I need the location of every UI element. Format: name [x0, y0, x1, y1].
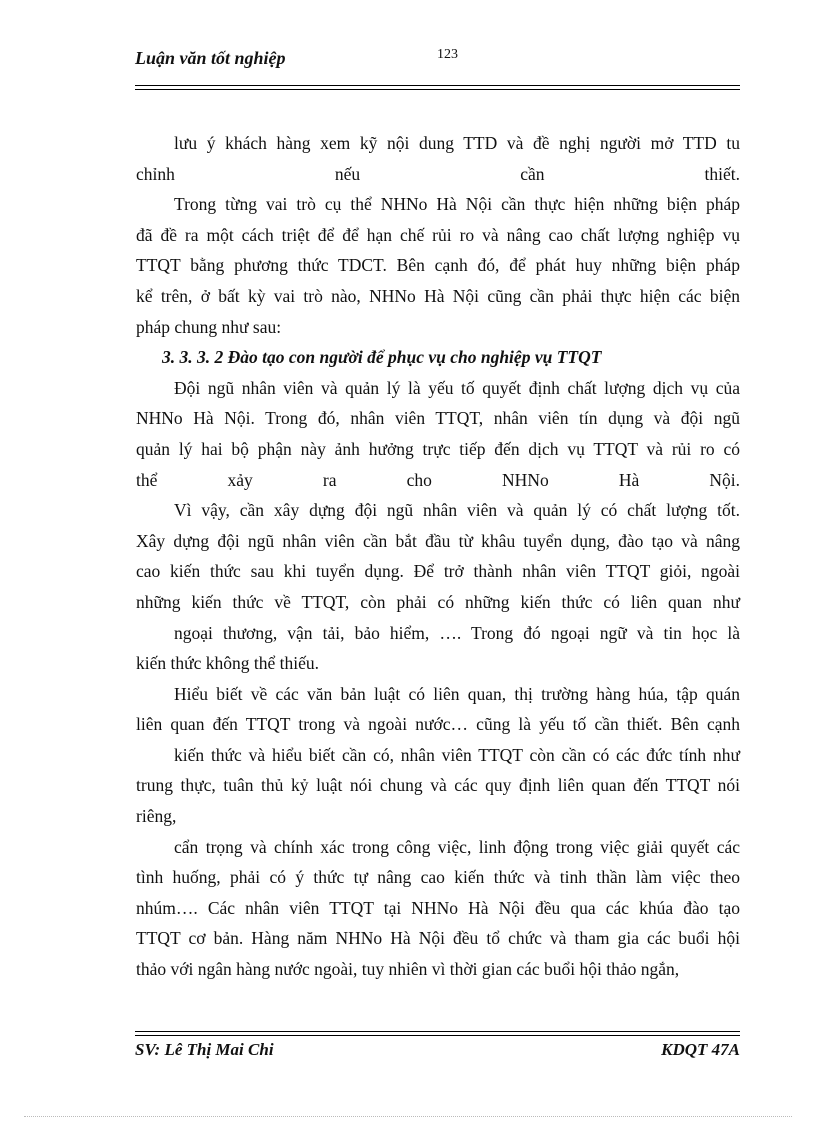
paragraph: [136, 709, 740, 740]
text-line: kiến thức không thể thiếu.: [136, 653, 319, 674]
paragraph: [136, 312, 740, 343]
header-rule-bottom: [135, 89, 740, 90]
footer-student: SV: Lê Thị Mai Chi: [135, 1040, 274, 1059]
paragraph: [136, 403, 740, 434]
paragraph: [136, 281, 740, 312]
paragraph: [136, 465, 740, 496]
text-line: kiến thức và hiểu biết cần có, nhân viên TTQT còn cần có các đức tính như: [174, 744, 740, 765]
paragraph: [136, 740, 740, 771]
text-line: thể xảy ra cho NHNo Hà Nội.: [136, 469, 740, 490]
text-line: nhúm…. Các nhân viên TTQT tại NHNo Hà Nội đều qua các khúa đào tạo: [136, 897, 740, 918]
paragraph: [136, 556, 740, 587]
paragraph: [136, 770, 740, 801]
text-line: liên quan đến TTQT trong và ngoài nước… cũng là yếu tố cần thiết. Bên cạnh: [136, 714, 740, 735]
paragraph: [136, 954, 740, 985]
text-line: ngoại thương, vận tải, bảo hiểm, …. Trong đó ngoại ngữ và tin học là: [174, 622, 740, 643]
text-line: kể trên, ở bất kỳ vai trò nào, NHNo Hà Nội cũng cần phải thực hiện các biện: [136, 285, 740, 306]
paragraph: [136, 587, 740, 618]
header-title: Luận văn tốt nghiệp: [135, 48, 286, 68]
paragraph: [136, 923, 740, 954]
footer-class: KDQT 47A: [661, 1040, 740, 1059]
text-line: riêng,: [136, 806, 177, 827]
text-line: đã đề ra một cách triệt để để hạn chế rủi ro và nâng cao chất lượng nghiệp vụ: [136, 224, 740, 245]
text-line: Xây dựng đội ngũ nhân viên cần bắt đầu từ khâu tuyển dụng, đào tạo và nâng: [136, 530, 740, 551]
paragraph: [136, 893, 740, 924]
text-line: cao kiến thức sau khi tuyển dụng. Để trở thành nhân viên TTQT giỏi, ngoài: [136, 561, 740, 582]
paragraph: [136, 159, 740, 190]
header-rule-top: [135, 85, 740, 86]
paragraph: [136, 862, 740, 893]
text-line: cẩn trọng và chính xác trong công việc, linh động trong việc giải quyết các: [174, 836, 740, 857]
text-line: Trong từng vai trò cụ thể NHNo Hà Nội cần thực hiện những biện pháp: [174, 194, 740, 215]
footer-rule-top: [135, 1031, 740, 1032]
text-line: thảo với ngân hàng nước ngoài, tuy nhiên vì thời gian các buổi hội thảo ngắn,: [136, 959, 680, 980]
paragraph: [136, 648, 740, 679]
paragraph: [136, 189, 740, 220]
text-line: chỉnh nếu cần thiết.: [136, 163, 740, 184]
page-edge-divider: [24, 1116, 792, 1117]
paragraph: [136, 526, 740, 557]
paragraph: [136, 495, 740, 526]
paragraph: [136, 250, 740, 281]
text-line: TTQT bằng phương thức TDCT. Bên cạnh đó, để phát huy những biện pháp: [136, 255, 740, 276]
body-text: [136, 128, 740, 985]
text-line: quản lý hai bộ phận này ảnh hưởng trực tiếp đến dịch vụ TTQT và rủi ro có: [136, 438, 740, 459]
text-line: pháp chung như sau:: [136, 316, 282, 337]
paragraph: [136, 128, 740, 159]
section-heading: 3. 3. 3. 2 Đào tạo con người để phục vụ cho nghiệp vụ TTQT: [162, 347, 602, 368]
text-line: tình huống, phải có ý thức tự nâng cao kiến thức và tinh thần làm việc theo: [136, 867, 740, 888]
text-line: trung thực, tuân thủ kỷ luật nói chung và các quy định liên quan đến TTQT nói: [136, 775, 740, 796]
text-line: TTQT cơ bản. Hàng năm NHNo Hà Nội đều tổ chức và tham gia các buổi hội: [136, 928, 740, 949]
paragraph: [136, 220, 740, 251]
paragraph: [136, 801, 740, 832]
text-line: những kiến thức về TTQT, còn phải có những kiến thức có liên quan như: [136, 591, 740, 612]
paragraph: [136, 832, 740, 863]
paragraph: [136, 618, 740, 649]
text-line: Vì vậy, cần xây dựng đội ngũ nhân viên và quản lý có chất lượng tốt.: [174, 500, 740, 521]
footer-rule-bottom: [135, 1035, 740, 1036]
paragraph: [136, 373, 740, 404]
page-number: 123: [437, 47, 458, 62]
paragraph: [136, 434, 740, 465]
paragraph: [136, 679, 740, 710]
text-line: Hiểu biết về các văn bản luật có liên quan, thị trường hàng húa, tập quán: [174, 683, 740, 704]
text-line: NHNo Hà Nội. Trong đó, nhân viên TTQT, nhân viên tín dụng và đội ngũ: [136, 408, 740, 429]
text-line: lưu ý khách hàng xem kỹ nội dung TTD và đề nghị người mở TTD tu: [174, 133, 740, 153]
text-line: Đội ngũ nhân viên và quản lý là yếu tố quyết định chất lượng dịch vụ của: [174, 377, 740, 398]
